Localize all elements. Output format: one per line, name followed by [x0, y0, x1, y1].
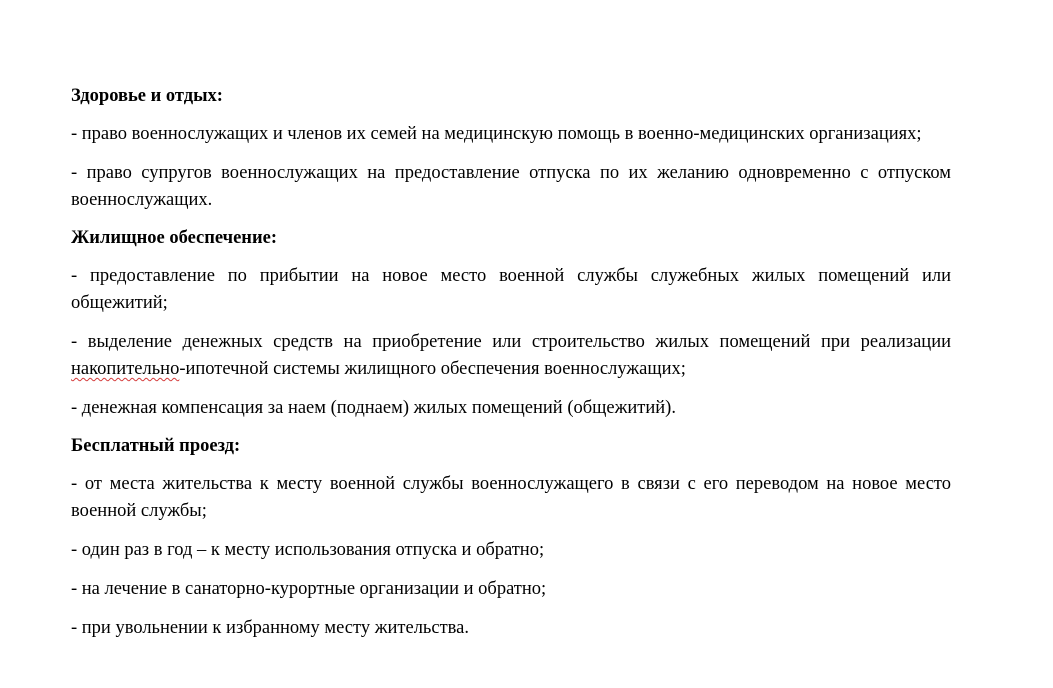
list-item: - от места жительства к месту военной службы военнослужащего в связи с его переводом на новое место военной службы;: [71, 474, 951, 521]
list-item: - право военнослужащих и членов их семей на медицинскую помощь в военно-медицинских организациях;: [71, 124, 922, 144]
list-item: - один раз в год – к месту использования отпуска и обратно;: [71, 540, 545, 560]
spellcheck-flagged-word[interactable]: накопительно: [71, 359, 180, 379]
document-body: [71, 84, 951, 654]
list-item: - предоставление по прибытии на новое место военной службы служебных жилых помещений или общежитий;: [71, 266, 951, 313]
section-heading-housing: Жилищное обеспечение:: [71, 228, 278, 248]
list-item: - на лечение в санаторно-курортные организации и обратно;: [71, 579, 547, 599]
list-item: - право супругов военнослужащих на предоставление отпуска по их желанию одновременно с отпуском военнослужащих.: [71, 163, 951, 210]
list-item: - денежная компенсация за наем (поднаем) жилых помещений (общежитий).: [71, 398, 676, 418]
list-item-text: - выделение денежных средств на приобретение или строительство жилых помещений при реализации: [71, 332, 951, 352]
list-item: [71, 329, 951, 383]
list-item: - при увольнении к избранному месту жительства.: [71, 618, 469, 638]
section-heading-health: Здоровье и отдых:: [71, 86, 223, 106]
section-heading-travel: Бесплатный проезд:: [71, 436, 241, 456]
list-item-text: -ипотечной системы жилищного обеспечения военнослужащих;: [179, 359, 686, 379]
